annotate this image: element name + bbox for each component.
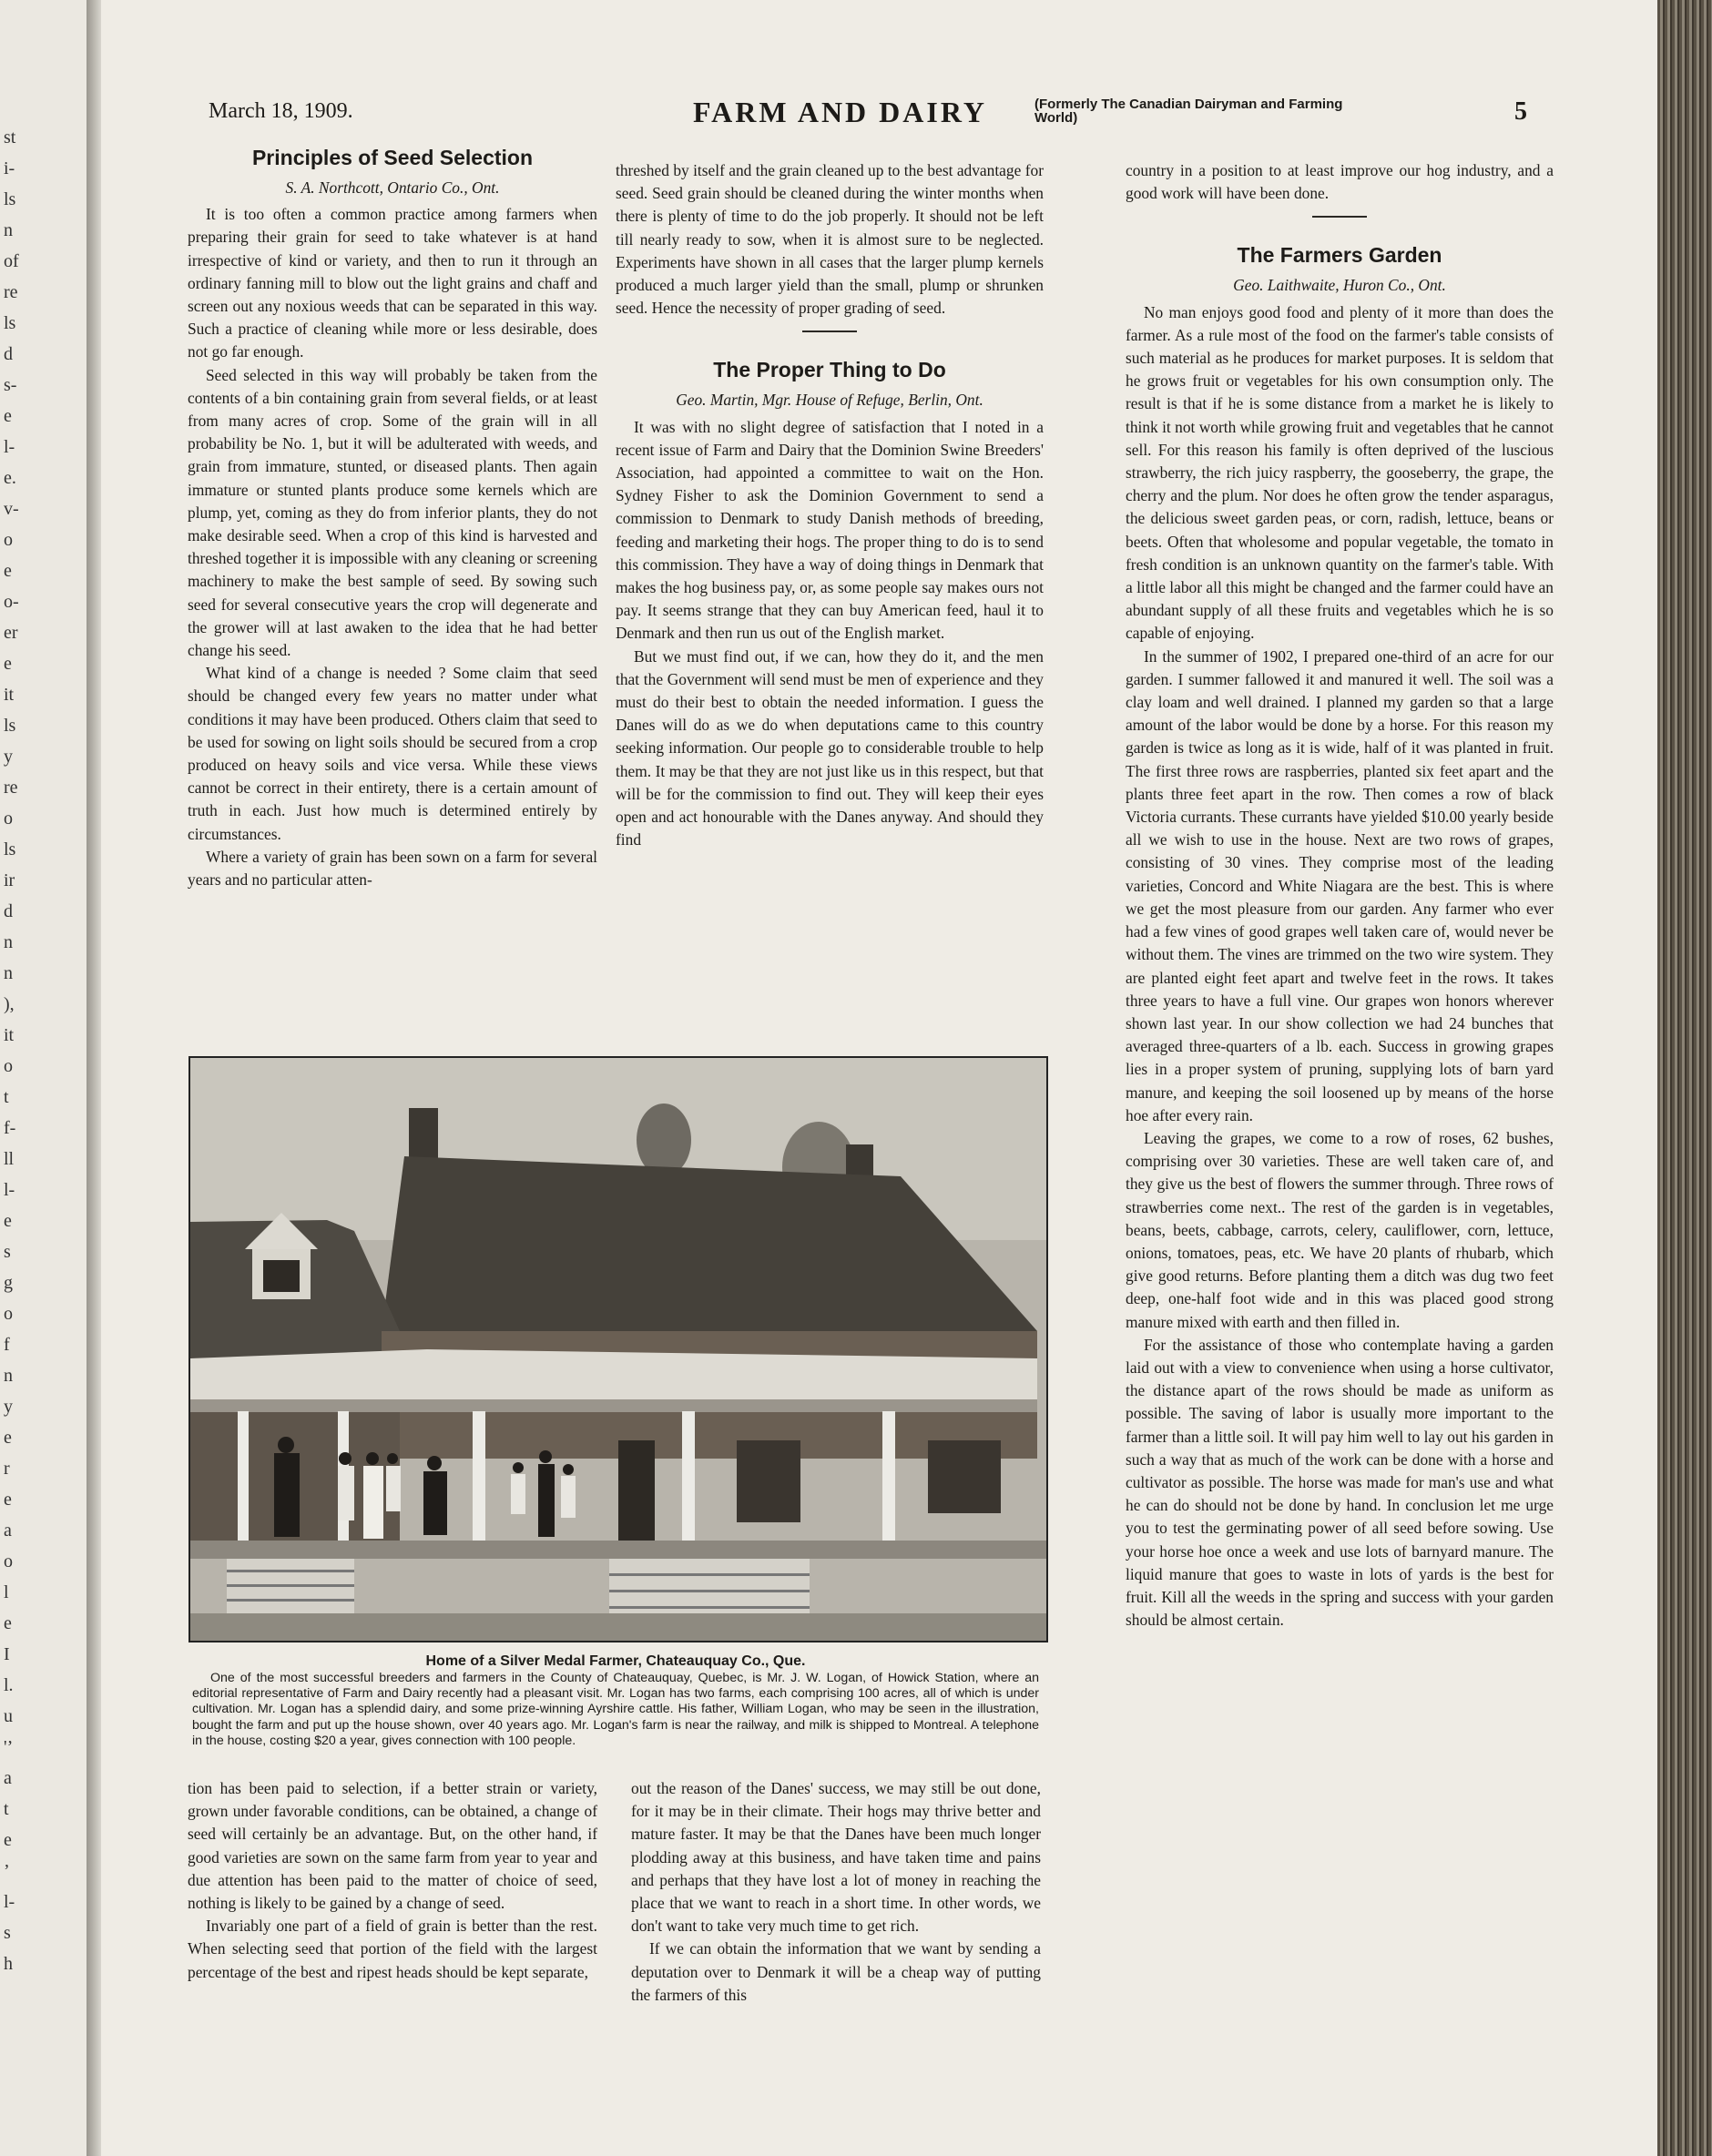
seed-selection-paragraph: Seed selected in this way will probably be taken from the contents of a bin containing grain from several fields, or at least from many acres of crop. Some of the grain will in all probability be No. 1, but it will be adulterated with weeds, and grain from immature, stunted, or diseased plants. Then again immature or stunted plants produce some kernels which are plump, yet, coming as they do from inferior plants, they do not make desirable seed. When a crop of this kind is harvested and threshed together it is impossible with any cleaning or screening machinery to make the best sample of seed. By sowing such seed for several consecutive years the crop will degenerate and the grower will at last awaken to the idea that he had better change his seed.	[188, 365, 597, 660]
previous-page-fragment: e.	[4, 468, 16, 488]
previous-page-fragment: e	[4, 1613, 12, 1633]
proper-thing-paragraph: It was with no slight degree of satisfaction that I noted in a recent issue of Farm and Dairy that the Dominion Swine Breeders' Association, had appointed a committee to wait on the Hon. Sydney Fisher to ask the Dominion Government to send a commission to Denmark to study Danish methods of breeding, feeding and marketing their hogs. The proper thing to do is to send this commission. They have a way of doing things in Denmark that makes the hog business pay, or, as some people say makes ours not pay. It seems strange that they can buy American feed, haul it to Denmark and then run us out of the English market.	[616, 417, 1044, 643]
farmhouse-illustration	[190, 1058, 1046, 1641]
previous-page-fragment: e	[4, 561, 12, 581]
previous-page-fragment: f	[4, 1335, 10, 1355]
previous-page-fragment: s-	[4, 375, 17, 395]
previous-page-fragment: d	[4, 901, 13, 921]
caption-title: Home of a Silver Medal Farmer, Chateauquay Co., Que.	[425, 1653, 806, 1669]
book-binding-edge	[1657, 0, 1712, 2156]
previous-page-fragment: t	[4, 1087, 9, 1107]
proper-thing-paragraph: If we can obtain the information that we want by sending a deputation over to Denmark it will be a cheap way of putting the farmers of this	[631, 1939, 1041, 2004]
seed-selection-byline: S. A. Northcott, Ontario Co., Ont.	[285, 178, 500, 197]
previous-page-fragment: y	[4, 747, 13, 767]
previous-page-fragment: e	[4, 406, 12, 426]
section-divider	[802, 331, 857, 332]
farmers-garden-paragraph: Leaving the grapes, we come to a row of roses, 62 bushes, comprising over 30 varieties. These are well taken care of, and they give us the best of flowers the summer through. Three rows of strawberries come next.. The rest of the garden is in vegetables, beans, beets, cabbage, carrots, celery, cauliflower, corn, lettuce, onions, tomatoes, peas, etc. We have 20 plants of rhubarb, which give good returns. Before planting them a ditch was dug two feet deep, one-half foot wide and in this was placed good strong manure mixed with earth and then filled in.	[1126, 1128, 1554, 1331]
newspaper-page	[101, 0, 1657, 2156]
farmers-garden-paragraph: No man enjoys good food and plenty of it more than does the farmer. As a rule most of the food on the farmer's table consists of such material as he produces for market purposes. It is seldom that he grows fruit or vegetables for his own consumption only. The result is that if he is some distance from a market he is likely to think it not worth while growing fruit and vegetables that he cannot sell. For this reason his family is often deprived of the luscious strawberry, the rich juicy raspberry, the gooseberry, the grape, the cherry and the plum. Nor does he often grow the tender asparagus, the delicious sweet garden peas, or corn, radish, lettuce, beans or beets. Often that wholesome and popular vegetable, the tomato in fresh condition is an unknown quantity on the farmer's table. With a little labor all this might be changed and the farmer could have an abundant supply of all these fruits and vegetables which he is so capable of enjoying.	[1126, 302, 1554, 643]
farmers-garden-paragraph: For the assistance of those who contemplate having a garden laid out with a view to convenience when using a horse cultivator, the distance apart of the rows should be made as uniform as possible. The saving of labor is usually more important to the farmer than a little soil. It will pay him well to lay out his garden in such a way that as much of the work can be done with a horse and cultivator as possible. The horse was made for man's use and what he can do should not be done by hand. In conclusion let me urge you to test the germinating power of all seed before sowing. Use your horse hoe once a week and use lots of barnyard manure. The liquid manure that goes to waste in lots of yards is the best for fruit. Kill all the weeds in the spring and success with your garden should be almost certain.	[1126, 1335, 1554, 1630]
previous-page-fragment: i-	[4, 158, 15, 178]
previous-page-fragment: ls	[4, 839, 16, 859]
previous-page-fragment: t	[4, 1799, 9, 1819]
seed-selection-paragraph: What kind of a change is needed ? Some claim that seed should be changed every few years no matter under what conditions it may have been produced. Others claim that seed to be used for sowing on light soils should be secured from a crop produced on heavy soils and vice versa. While these views cannot be correct in their entirety, there is a certain amount of truth in each. Just how much is determined entirely by circumstances.	[188, 664, 597, 843]
farmhouse-photograph	[189, 1056, 1048, 1642]
previous-page-fragment: e	[4, 1211, 12, 1231]
previous-page-fragment: re	[4, 778, 18, 798]
previous-page-edge	[0, 0, 89, 2156]
previous-page-fragment: s	[4, 1242, 11, 1262]
proper-thing-byline: Geo. Martin, Mgr. House of Refuge, Berlin, Ont.	[676, 391, 983, 410]
previous-page-fragment: ls	[4, 189, 16, 209]
seed-selection-paragraph: Where a variety of grain has been sown on a farm for several years and no particular atten-	[188, 847, 597, 890]
previous-page-fragment: n	[4, 1366, 13, 1386]
previous-page-fragment: o	[4, 1056, 13, 1076]
page-gutter	[87, 0, 101, 2156]
proper-thing-paragraph: But we must find out, if we can, how they do it, and the men that the Government will send must be men of experience and they must do their best to obtain the needed information. I guess the Danes will do as we do when deputations came to this country seeking information. Our people go to considerable trouble to help them. It may be that they are not just like us in this respect, but that will be for the commission to find out. They will keep their eyes open and act honourable with the Danes anyway. And should they find	[616, 646, 1044, 849]
previous-page-fragment: a	[4, 1768, 12, 1788]
proper-thing-title: The Proper Thing to Do	[713, 358, 946, 382]
previous-page-fragment: of	[4, 251, 19, 271]
previous-page-fragment: er	[4, 623, 18, 643]
column-2	[616, 159, 1044, 851]
section-divider	[1312, 216, 1367, 218]
column-1	[188, 144, 597, 891]
previous-page-fragment: ’	[4, 1861, 10, 1881]
previous-page-fragment: l-	[4, 1892, 15, 1912]
column-2-continued	[631, 1777, 1041, 2007]
previous-page-fragment: '’	[4, 1737, 14, 1757]
caption-text: One of the most successful breeders and farmers in the County of Chateauquay, Quebec, is Mr. J. W. Logan, of Howick Station, where an editorial representative of Farm and Dairy recently had a pleasant visit. Mr. Logan has two farms, each comprising 100 acres, all of which is under cultivation. Mr. Logan has a splendid dairy, and some prize-winning Ayrshire cattle. His father, William Logan, who may be seen in the illustration, bought the farm and put up the house shown, over 40 years ago. Mr. Logan's farm is near the railway, and milk is shipped to Montreal. A telephone in the house, costing $20 a year, gives connection with 100 people.	[192, 1671, 1039, 1748]
previous-page-fragment: e	[4, 1490, 12, 1510]
previous-page-fragment: l-	[4, 1180, 15, 1200]
masthead-subtitle: (Formerly The Canadian Dairyman and Farming World)	[1034, 97, 1343, 126]
seed-selection-paragraph: It is too often a common practice among farmers when preparing their grain for seed to take whatever is at hand irrespective of kind or variety, and then to run it through an ordinary fanning mill to blow out the light grains and chaff and screen out any noxious weeds that can be separated in this way. Such a practice of cleaning while more or less desirable, does not go far enough.	[188, 205, 597, 361]
previous-page-fragment: ls	[4, 716, 16, 736]
previous-page-fragment: a	[4, 1520, 12, 1541]
previous-page-fragment: o	[4, 1304, 13, 1324]
previous-page-fragment: I	[4, 1644, 10, 1664]
column-3	[1126, 159, 1554, 1632]
previous-page-fragment: g	[4, 1273, 13, 1293]
previous-page-fragment: ir	[4, 870, 15, 890]
previous-page-fragment: o-	[4, 592, 19, 612]
previous-page-fragment: e	[4, 1428, 12, 1448]
previous-page-fragment: f-	[4, 1118, 16, 1138]
previous-page-fragment: l.	[4, 1675, 14, 1695]
proper-thing-paragraph: out the reason of the Danes' success, we may still be out done, for it may be in their climate. Their hogs may thrive better and mature faster. It may be that the Danes have been much longer plodding away at this business, and have taken time and pains and perhaps that they have lost a lot of money in reaching the place that we want to reach in a short time. In other words, we don't want to take very much time to get rich.	[631, 1779, 1041, 1936]
previous-page-fragment: d	[4, 344, 13, 364]
issue-date: March 18, 1909.	[209, 99, 353, 123]
previous-page-fragment: o	[4, 530, 13, 550]
previous-page-fragment: l	[4, 1582, 9, 1602]
previous-page-fragment: n	[4, 220, 13, 240]
previous-page-fragment: o	[4, 1551, 13, 1571]
previous-page-fragment: ls	[4, 313, 16, 333]
previous-page-fragment: it	[4, 685, 15, 705]
previous-page-fragment: n	[4, 932, 13, 952]
masthead-title: FARM AND DAIRY	[693, 96, 987, 128]
previous-page-fragment: r	[4, 1459, 10, 1479]
previous-page-fragment: o	[4, 808, 13, 829]
seed-selection-title: Principles of Seed Selection	[251, 146, 534, 169]
previous-page-fragment: re	[4, 282, 18, 302]
previous-page-fragment: ll	[4, 1149, 15, 1169]
previous-page-fragment: v-	[4, 499, 19, 519]
farmers-garden-title: The Farmers Garden	[1237, 243, 1442, 268]
seed-selection-paragraph: Invariably one part of a field of grain is better than the rest. When selecting seed that portion of the field with the largest percentage of the best and ripest heads should be kept separate,	[188, 1917, 597, 1981]
farmers-garden-byline: Geo. Laithwaite, Huron Co., Ont.	[1233, 276, 1446, 295]
photo-caption	[192, 1653, 1039, 1749]
proper-thing-paragraph: country in a position to at least improve our hog industry, and a good work will have been done.	[1126, 161, 1554, 203]
page-header	[101, 96, 1657, 141]
previous-page-fragment: u	[4, 1706, 13, 1726]
previous-page-fragment: st	[4, 127, 16, 147]
seed-selection-paragraph: tion has been paid to selection, if a better strain or variety, grown under favorable conditions, can be obtained, a change of seed will certainly be an advantage. But, on the other hand, if good varieties are sown on the same farm from year to year and due attention has been paid to the matter of choice of seed, nothing is likely to be gained by a change of seed.	[188, 1779, 597, 1913]
previous-page-fragment: n	[4, 963, 13, 983]
previous-page-fragment: ),	[4, 994, 15, 1014]
previous-page-fragment: e	[4, 1830, 12, 1850]
previous-page-fragment: l-	[4, 437, 15, 457]
farmers-garden-paragraph: In the summer of 1902, I prepared one-third of an acre for our garden. I summer fallowed it and manured it well. The soil was a clay loam and well drained. I planned my garden so that a large amount of the labor would be done by a horse. For this reason my garden is twice as long as it is wide, half of it was planted in fruit. The first three rows are raspberries, planted six feet apart and the plants three feet apart in the row. Then comes a row of black Victoria currants. These currants have yielded $10.00 yearly beside all we wish to use in the house. Next are two rows of grapes, consisting of 30 vines. They comprise most of the leading varieties, Concord and White Niagara are the best. This is where we get the most pleasure from our garden. Any farmer who ever had a few vines of good grapes well taken care of, would never be without them. The vines are trimmed on the two wire system. They are planted eight feet apart and twelve feet in the rows. It takes three years to have a full vine. Our grapes won honors wherever shown last year. In our show collection we had 24 bunches that averaged three-quarters of a lb. each. Success in growing grapes lies in a proper system of pruning, supplying lots of barn yard manure, and keeping the soil loosened up by means of the horse hoe after every rain.	[1126, 646, 1554, 1124]
previous-page-fragment: h	[4, 1954, 13, 1974]
previous-page-fragment: it	[4, 1025, 15, 1045]
previous-page-fragment: e	[4, 654, 12, 674]
column-1-continued	[188, 1777, 597, 1984]
page-number: 5	[1514, 97, 1527, 126]
previous-page-fragment: s	[4, 1923, 11, 1943]
previous-page-fragment: y	[4, 1397, 13, 1417]
seed-selection-paragraph: threshed by itself and the grain cleaned up to the best advantage for seed. Seed grain should be cleaned during the winter months when there is plenty of time to do the job properly. It should not be left till nearly ready to sow, when it is almost sure to be neglected. Experiments have shown in all cases that the larger plump kernels produced a much larger yield than the small, plump or shrunken seed. Hence the necessity of proper grading of seed.	[616, 161, 1044, 318]
